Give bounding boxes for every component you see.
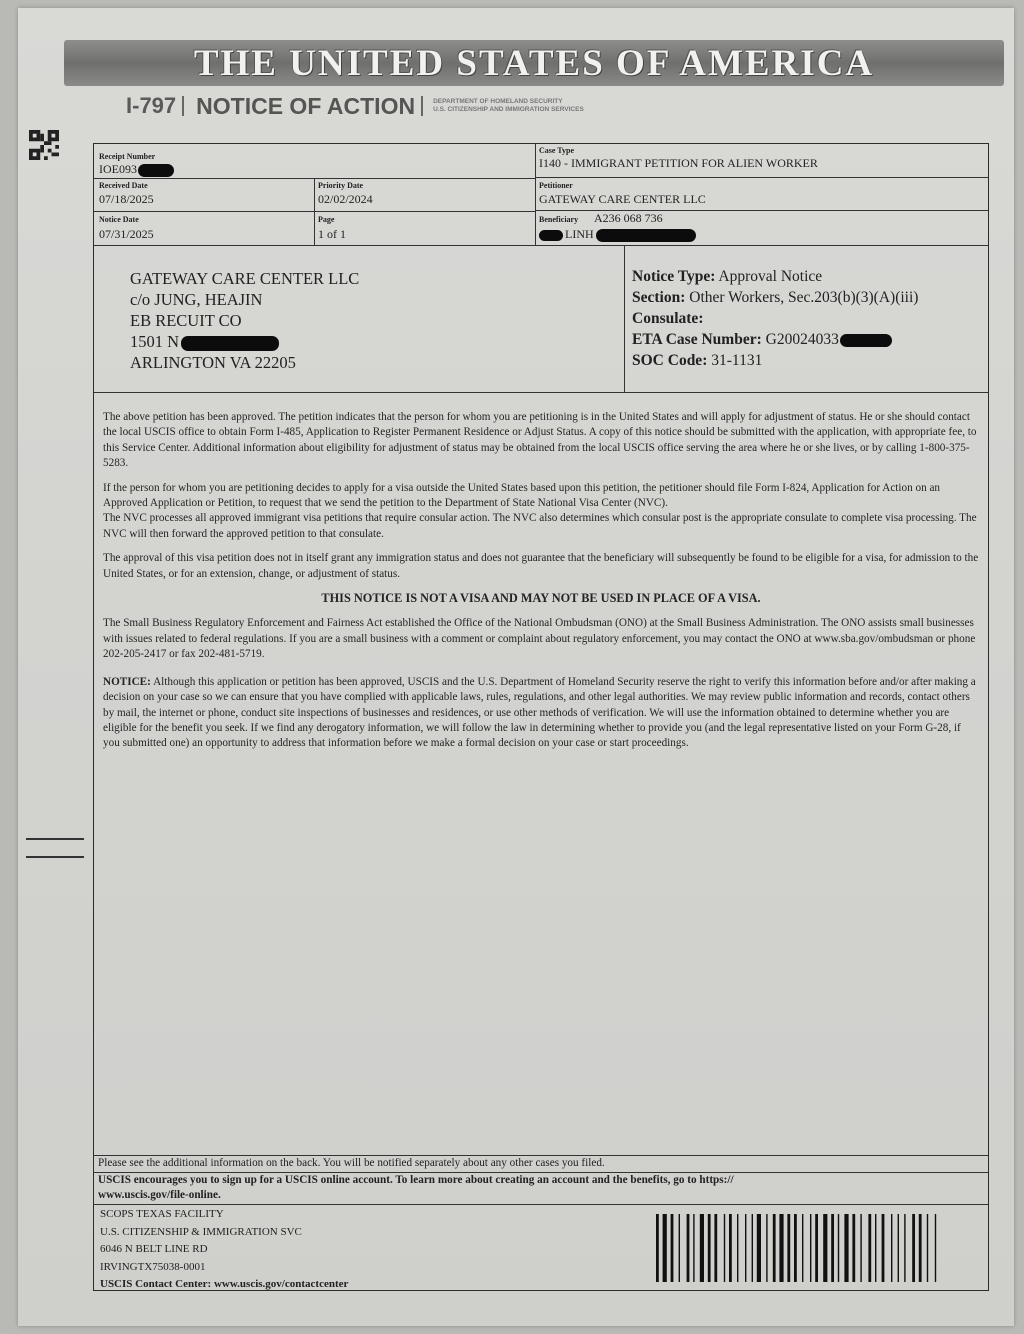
- barcode-bar: [838, 1214, 839, 1282]
- barcode-bar: [860, 1214, 861, 1282]
- address-line: GATEWAY CARE CENTER LLC: [130, 269, 360, 288]
- section-row: [632, 287, 918, 308]
- barcode-bar: [823, 1214, 827, 1282]
- redaction-mark: [840, 334, 892, 347]
- consulate-row: [632, 308, 918, 329]
- online-account-line-1: USCIS encourages you to sign up for a USCIS online account. To learn more about creating an account and the benefits, go to https://: [98, 1174, 734, 1186]
- barcode-bar: [757, 1214, 761, 1282]
- barcode-bar: [779, 1214, 783, 1282]
- petitioner: GATEWAY CARE CENTER LLC: [539, 192, 706, 206]
- barcode-bar: [868, 1214, 871, 1282]
- qr-code-icon: [28, 130, 60, 160]
- beneficiary-number: A236 068 736: [594, 211, 663, 225]
- margin-mark: [26, 856, 84, 858]
- received-date: 07/18/2025: [99, 192, 154, 206]
- soc-label: SOC Code:: [632, 352, 708, 369]
- receipt-number: [99, 163, 174, 177]
- page-number: 1 of 1: [318, 227, 346, 241]
- barcode-bar: [752, 1214, 753, 1282]
- address-line: c/o JUNG, HEAJIN: [130, 290, 263, 309]
- margin-mark: [26, 838, 84, 840]
- barcode-bar: [919, 1214, 922, 1282]
- case-type-label: Case Type: [539, 146, 575, 155]
- body-paragraph: The NVC processes all approved immigrant visa petitions that require consular action. The NVC also determines which consular post is the appropriate consulate to complete visa processing. The NVC will then forward the approved petition to that consulate.: [103, 512, 977, 540]
- page-label: Page: [318, 215, 335, 224]
- barcode-bar: [663, 1214, 667, 1282]
- barcode-bar: [912, 1214, 915, 1282]
- address-street: 1501 N: [130, 332, 180, 351]
- grid-line: [535, 144, 536, 245]
- soc-value: 31-1131: [711, 352, 763, 369]
- agency-line-1: DEPARTMENT OF HOMELAND SECURITY: [433, 98, 563, 105]
- barcode-bar: [671, 1214, 674, 1282]
- grid-line: [94, 245, 988, 246]
- barcode-bar: [831, 1214, 834, 1282]
- barcode-bar: [875, 1214, 876, 1282]
- office-line: 6046 N BELT LINE RD: [100, 1243, 208, 1256]
- barcode-bar: [844, 1214, 848, 1282]
- body-paragraph: The approval of this visa petition does not in itself grant any immigration status and does not guarantee that the beneficiary will subsequently be found to be eligible for a visa, for admission to the United States, or for an extension, change, or adjustment of status.: [103, 552, 979, 580]
- barcode-bar: [737, 1214, 738, 1282]
- body-paragraph: If the person for whom you are petitioning decides to apply for a visa outside the United States based upon this petition, the petitioner should file Form I-824, Application for Action on an Approved Application or Petition, to request that we send the petition to the Department of State National Visa Center (NVC).: [103, 481, 941, 510]
- grid-line: [94, 1204, 988, 1205]
- notice-text: Although this application or petition has been approved, USCIS and the U.S. Department of Homeland Security reserve the right to verify this information before and/or after making a decision on your case so we can ensure that you have complied with applicable laws, rules, regulations, and other legal authorities. We may review public information and records, contact others by mail, the internet or phone, conduct site inspections of businesses and residences, or use other methods of verification. We will use the information obtained to determine whether you are eligible for the benefit you seek. If we find any derogatory information, we will follow the law in determining whether to provide you (and the legal representative listed on your Form G-28, if you submitted one) an opportunity to address that information before we make a formal decision on your case or start proceedings.: [103, 675, 976, 750]
- notice-type-value: Approval Notice: [718, 268, 823, 285]
- consulate-label: Consulate:: [632, 310, 704, 327]
- petitioner-label: Petitioner: [539, 181, 573, 190]
- barcode-bar: [935, 1214, 936, 1282]
- grid-line: [535, 177, 988, 178]
- barcode-bar: [745, 1214, 746, 1282]
- beneficiary-name-value: LINH: [565, 227, 594, 241]
- section-value: Other Workers, Sec.203(b)(3)(A)(iii): [689, 289, 919, 306]
- notice-date-label: Notice Date: [99, 215, 139, 224]
- banner-title: THE UNITED STATES OF AMERICA: [193, 42, 875, 84]
- additional-info-text: Please see the additional information on the back. You will be notified separately about any other cases you filed.: [98, 1157, 605, 1169]
- barcode-bar: [656, 1214, 659, 1282]
- section-label: Section:: [632, 289, 686, 306]
- barcode-bar: [773, 1214, 776, 1282]
- receipt-number-value: IOE093: [99, 162, 137, 176]
- barcode-bar: [852, 1214, 855, 1282]
- notice-label: NOTICE:: [103, 675, 151, 688]
- notice-date: 07/31/2025: [99, 227, 154, 241]
- notice-info: [632, 266, 918, 371]
- grid-line: [624, 245, 625, 392]
- barcode-bar: [802, 1214, 803, 1282]
- office-line: IRVINGTX75038-0001: [100, 1260, 206, 1273]
- eta-label: ETA Case Number:: [632, 331, 762, 348]
- barcode-bar: [891, 1214, 892, 1282]
- notice-body: [103, 410, 979, 761]
- redaction-mark: [539, 230, 563, 241]
- form-title-line: [126, 92, 584, 120]
- service-center-address: [100, 1206, 348, 1294]
- title-divider: [182, 96, 184, 116]
- redaction-mark: [596, 229, 696, 242]
- barcode-bar: [810, 1214, 811, 1282]
- mailing-address: [130, 268, 359, 373]
- barcode-bar: [708, 1214, 711, 1282]
- notice-type-label: Notice Type:: [632, 268, 716, 285]
- barcode-bar: [729, 1214, 732, 1282]
- notice-paragraph: [103, 675, 979, 752]
- body-paragraph: The Small Business Regulatory Enforcement and Fairness Act established the Office of the National Ombudsman (ONO) at the Small Business Administration. The ONO assists small businesses with issues related to federal regulations. If you are a small business with a comment or complaint about regulatory enforcement, you may contact the ONO at www.sba.gov/ombudsman or phone 202-205-2417 or fax 202-481-5719.: [103, 617, 976, 661]
- barcode-bar: [687, 1214, 690, 1282]
- office-line: SCOPS TEXAS FACILITY: [100, 1208, 224, 1220]
- title-divider: [421, 96, 423, 116]
- online-account-link[interactable]: www.uscis.gov/file-online.: [98, 1189, 221, 1201]
- priority-date: 02/02/2024: [318, 192, 373, 206]
- redaction-mark: [181, 336, 279, 351]
- barcode-bar: [693, 1214, 694, 1282]
- barcode-bar: [787, 1214, 790, 1282]
- barcode-bar: [766, 1214, 767, 1282]
- barcode-bar: [882, 1214, 885, 1282]
- office-line: U.S. CITIZENSHIP & IMMIGRATION SVC: [100, 1225, 302, 1238]
- agency-line-2: U.S. CITIZENSHIP AND IMMIGRATION SERVICES: [433, 106, 584, 113]
- barcode-bar: [904, 1214, 905, 1282]
- eta-row: [632, 329, 918, 350]
- header-banner: [64, 40, 1004, 86]
- form-number: I-797: [126, 93, 177, 118]
- received-date-label: Received Date: [99, 181, 148, 190]
- barcode-bar: [679, 1214, 680, 1282]
- contact-center-link[interactable]: USCIS Contact Center: www.uscis.gov/contactcenter: [100, 1278, 349, 1291]
- barcode-bar: [927, 1214, 928, 1282]
- form-title: NOTICE OF ACTION: [196, 92, 416, 119]
- grid-line: [94, 392, 988, 393]
- visa-notice: THIS NOTICE IS NOT A VISA AND MAY NOT BE USED IN PLACE OF A VISA.: [321, 591, 761, 606]
- beneficiary-name: [539, 228, 696, 242]
- eta-value: G20024033: [765, 331, 839, 348]
- address-line: [130, 331, 359, 352]
- online-account-text: [98, 1173, 734, 1203]
- barcode-bar: [815, 1214, 818, 1282]
- soc-row: [632, 350, 918, 371]
- receipt-number-label: Receipt Number: [99, 152, 156, 161]
- redaction-mark: [138, 164, 174, 177]
- notice-type-row: [632, 266, 918, 287]
- address-line: EB RECUIT CO: [130, 311, 242, 330]
- barcode-bar: [794, 1214, 797, 1282]
- barcode-icon: [656, 1214, 980, 1282]
- barcode-bar: [714, 1214, 717, 1282]
- barcode-bar: [700, 1214, 704, 1282]
- agency-name: [433, 98, 584, 114]
- case-type: I140 - IMMIGRANT PETITION FOR ALIEN WORKER: [539, 156, 818, 170]
- priority-date-label: Priority Date: [318, 181, 364, 190]
- address-line: ARLINGTON VA 22205: [130, 353, 296, 372]
- beneficiary-label: Beneficiary: [539, 215, 579, 224]
- barcode-bar: [724, 1214, 725, 1282]
- grid-line: [314, 178, 315, 245]
- barcode-bar: [898, 1214, 899, 1282]
- body-paragraph: The above petition has been approved. The petition indicates that the person for whom you are petitioning is in the United States and will apply for adjustment of status. He or she should contact the local USCIS office to obtain Form I-485, Application to Register Permanent Residence or Adjust Status. A copy of this notice should be submitted with the application, with appropriate fee, to this Service Center. Additional information about eligibility for adjustment of status may be obtained from the local USCIS office serving the area where he or she lives, or by calling 1-800-375-5283.: [103, 411, 977, 470]
